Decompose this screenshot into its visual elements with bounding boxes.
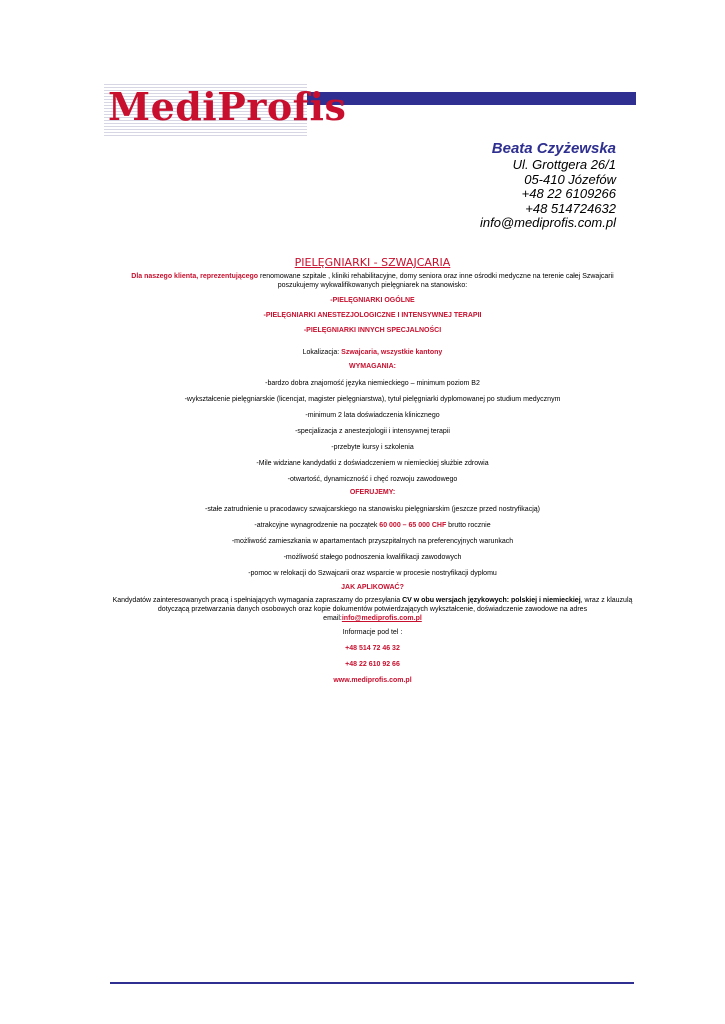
footer-divider <box>110 982 634 984</box>
apply-text-2: , wraz z klauzulą dotyczącą przetwarzania danych osobowych oraz kopie dokumentów potwierdzających wykształcenie, doświadczenie zawodowe na adres email: <box>157 597 633 622</box>
offer-heading: OFERUJEMY: <box>349 489 396 496</box>
salary-value: 60 000 – 65 000 CHF <box>379 522 447 529</box>
offer-item: -pomoc w relokacji do Szwajcarii oraz wsparcie w procesie nostryfikacji dyplomu <box>248 570 497 577</box>
requirement-item: -otwartość, dynamiczność i chęć rozwoju zawodowego <box>287 475 458 483</box>
requirement-item: -przebyte kursy i szkolenia <box>331 443 414 451</box>
contact-city: 05-410 Józefów <box>524 171 616 187</box>
apply-text-bold: CV w obu wersjach językowych: polskiej i niemieckiej <box>402 597 581 604</box>
offer-title: PIELĘGNIARKI - SZWAJCARIA <box>294 256 451 269</box>
intro-paragraph <box>110 272 635 290</box>
apply-text-1: Kandydatów zainteresowanych pracą i spełniających wymagania zapraszamy do przesyłania <box>112 597 403 604</box>
requirement-item: -Mile widziane kandydatki z doświadczeniem w niemieckiej służbie zdrowia <box>256 459 489 467</box>
requirement-item: -specjalizacja z anestezjologii i intensywnej terapii <box>295 427 450 435</box>
position-general: -PIELĘGNIARKI OGÓLNE <box>330 297 415 304</box>
offer-item: -możliwość stałego podnoszenia kwalifikacji zawodowych <box>283 554 462 561</box>
website-link[interactable]: www.mediprofis.com.pl <box>333 677 412 684</box>
apply-email-link[interactable]: info@mediprofis.com.pl <box>341 615 422 622</box>
job-offer <box>110 256 635 685</box>
info-phone-a[interactable]: +48 514 72 46 32 <box>345 645 400 652</box>
requirement-item: -bardzo dobra znajomość języka niemieckiego – minimum poziom B2 <box>265 379 480 387</box>
position-anesthesia: -PIELĘGNIARKI ANESTEZJOLOGICZNE I INTENSYWNEJ TERAPII <box>263 312 482 319</box>
info-phone-b[interactable]: +48 22 610 92 66 <box>345 661 400 668</box>
contact-street: Ul. Grottgera 26/1 <box>512 157 616 172</box>
requirement-item: -minimum 2 lata doświadczenia klinicznego <box>305 411 440 419</box>
contact-block <box>480 140 616 231</box>
info-label: Informacje pod tel : <box>342 629 403 636</box>
intro-highlight: Dla naszego klienta, reprezentującego <box>131 273 259 280</box>
contact-name: Beata Czyżewska <box>491 140 616 157</box>
apply-heading: JAK APLIKOWAĆ? <box>341 583 404 591</box>
location-line <box>110 348 635 357</box>
salary-suffix: brutto rocznie <box>446 522 491 529</box>
salary-line <box>110 521 635 530</box>
salary-prefix: -atrakcyjne wynagrodzenie na początek <box>254 522 380 529</box>
location-value: Szwajcaria, wszystkie kantony <box>341 349 443 356</box>
offer-item: -stałe zatrudnienie u pracodawcy szwajcarskiego na stanowisku pielęgniarskim (jeszcze przed nostryfikacją) <box>205 506 540 513</box>
requirements-heading: WYMAGANIA: <box>348 362 397 370</box>
company-logo: MediProfis <box>108 84 347 129</box>
requirement-item: -wykształcenie pielęgniarskie (licencjat, magister pielęgniarstwa), tytuł pielęgniarki dyplomowanej po studium medycznym <box>184 395 561 403</box>
apply-paragraph <box>110 596 635 623</box>
offer-item: -możliwość zamieszkania w apartamentach przyszpitalnych na preferencyjnych warunkach <box>231 538 514 545</box>
position-other: -PIELĘGNIARKI INNYCH SPECJALNOŚCI <box>303 327 442 334</box>
intro-text: renomowane szpitale , kliniki rehabilitacyjne, domy seniora oraz inne ośrodki medyczne na terenie całej Szwajcarii poszukujemy wykwalifikowanych pielęgniarek na stanowisko: <box>258 273 614 289</box>
location-label: Lokalizacja: <box>302 349 342 356</box>
contact-phone-1: +48 22 6109266 <box>521 186 616 201</box>
contact-email[interactable]: info@mediprofis.com.pl <box>479 215 616 230</box>
contact-phone-2: +48 514724632 <box>525 200 616 216</box>
